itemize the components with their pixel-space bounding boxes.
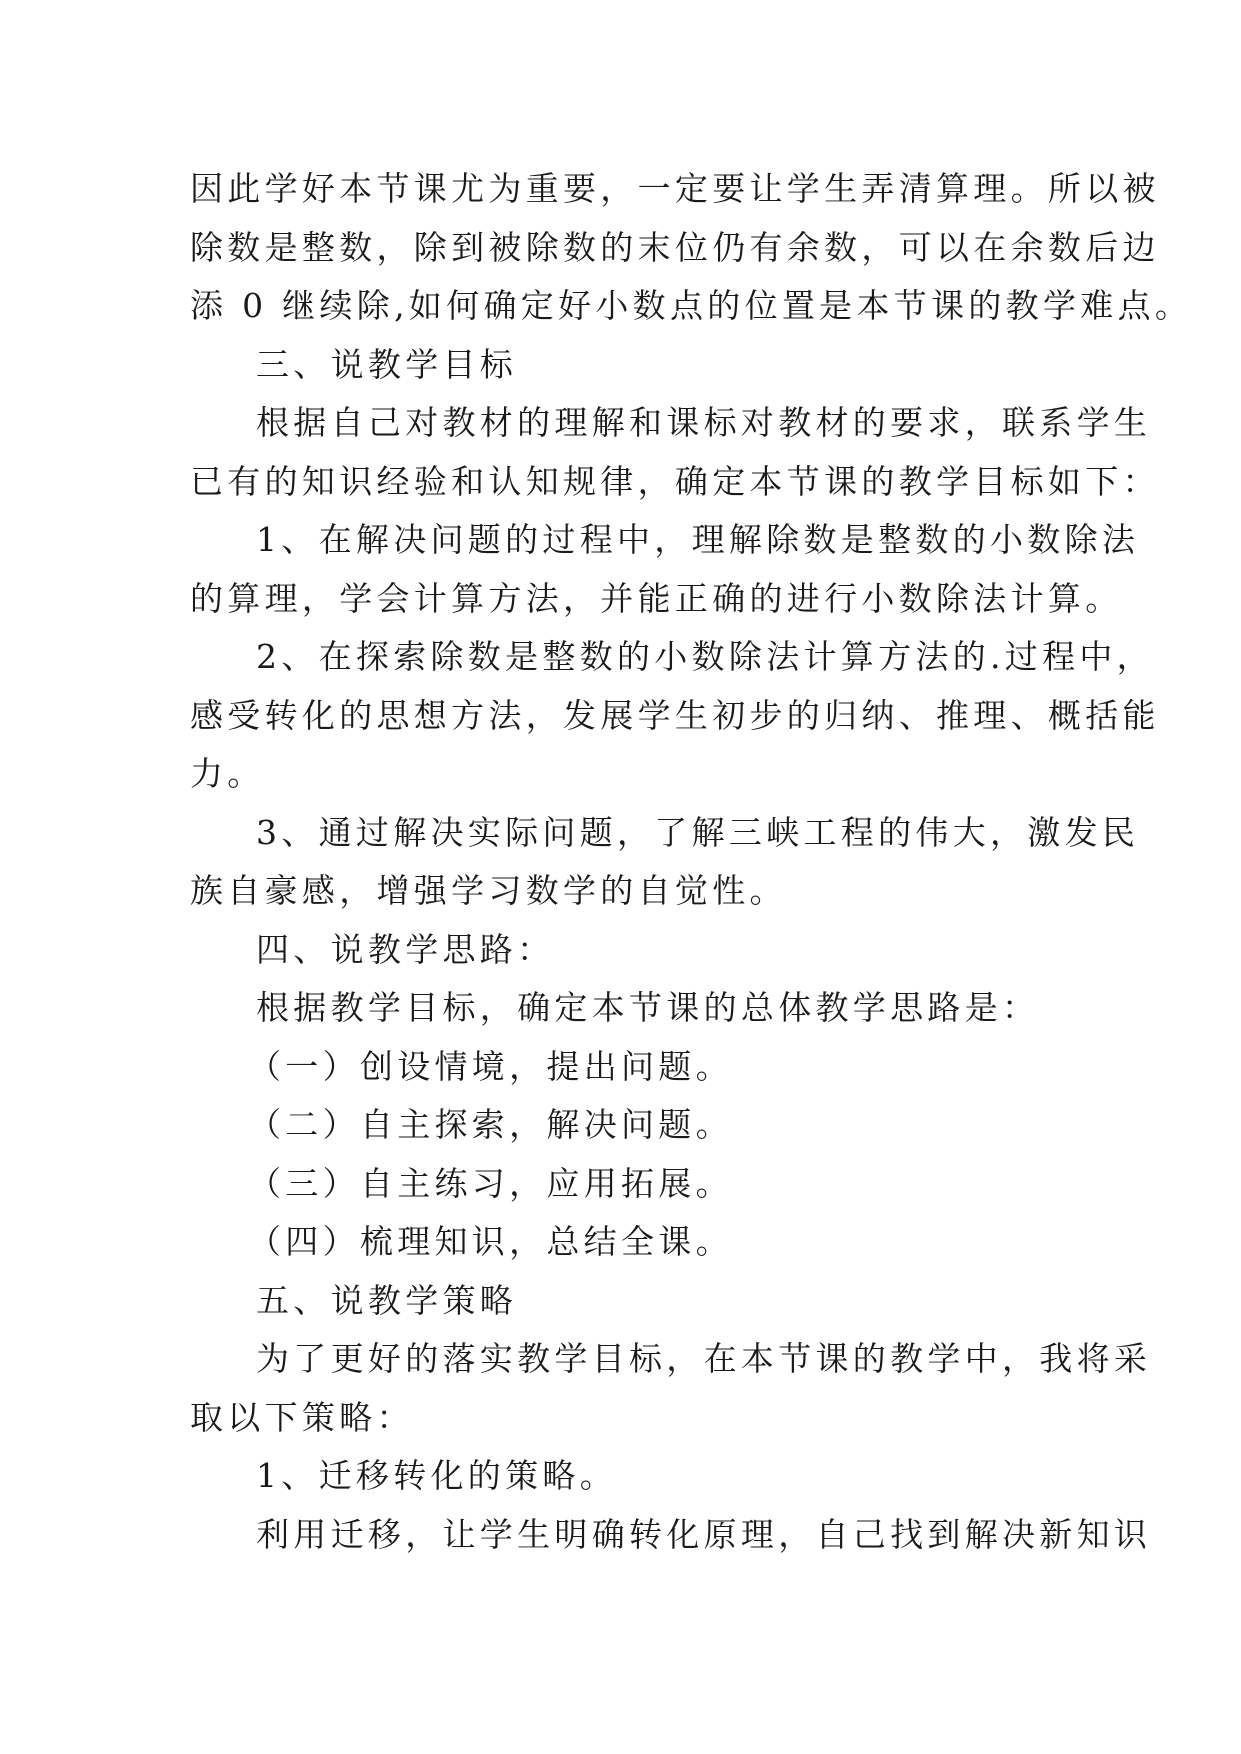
paragraph-line: 因此学好本节课尤为重要，一定要让学生弄清算理。所以被 [190, 169, 1160, 208]
list-item: （一）创设情境，提出问题。 [248, 1046, 733, 1086]
document-body [190, 160, 1193, 1564]
list-item: 1、迁移转化的策略。 [256, 1456, 617, 1495]
list-item: （二）自主探索，解决问题。 [248, 1105, 733, 1144]
list-item: （四）梳理知识，总结全课。 [248, 1222, 733, 1261]
section-heading: 三、说教学目标 [256, 344, 518, 384]
paragraph-line: 取以下策略： [190, 1397, 414, 1437]
paragraph-line: 除数是整数，除到被除数的末位仍有余数，可以在余数后边 [190, 227, 1160, 267]
paragraph-line: 的算理，学会计算方法，并能正确的进行小数除法计算。 [190, 578, 1123, 618]
paragraph-line: 根据自己对教材的理解和课标对教材的要求，联系学生 [256, 403, 1152, 442]
section-heading: 五、说教学策略 [256, 1280, 518, 1320]
paragraph-line: 力。 [190, 754, 265, 793]
paragraph-line: 已有的知识经验和认知规律，确定本节课的教学目标如下： [190, 461, 1160, 501]
paragraph-line: 为了更好的落实教学目标，在本节课的教学中，我将采 [256, 1339, 1152, 1378]
list-item: （三）自主练习，应用拓展。 [248, 1163, 733, 1203]
section-heading: 四、说教学思路： [256, 929, 555, 969]
list-item: 1、在解决问题的过程中，理解除数是整数的小数除法 [256, 520, 1140, 559]
paragraph-line: 添 0 继续除,如何确定好小数点的位置是本节课的教学难点。 [190, 286, 1193, 325]
paragraph-line: 根据教学目标，确定本节课的总体教学思路是： [256, 988, 1040, 1027]
list-item: 2、在探索除数是整数的小数除法计算方法的.过程中， [256, 637, 1154, 676]
paragraph-line: 族自豪感，增强学习数学的自觉性。 [190, 871, 787, 910]
paragraph-line: 利用迁移，让学生明确转化原理，自己找到解决新知识 [256, 1514, 1152, 1554]
paragraph-line: 感受转化的思想方法，发展学生初步的归纳、推理、概括能 [190, 695, 1160, 735]
list-item: 3、通过解决实际问题，了解三峡工程的伟大，激发民 [256, 812, 1140, 852]
